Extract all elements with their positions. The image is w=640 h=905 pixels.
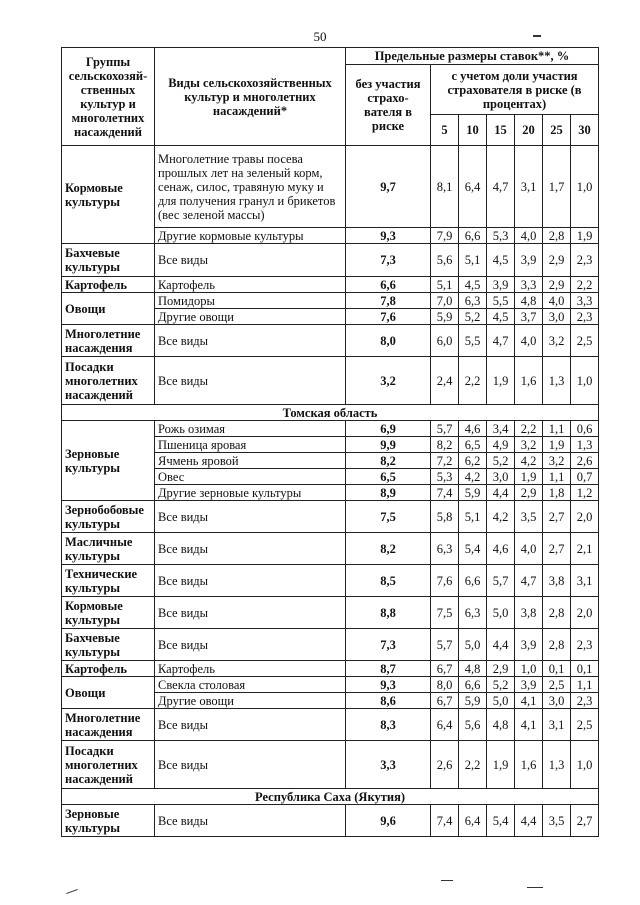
rate-cell: 5,9 bbox=[431, 309, 459, 325]
rate-cell: 2,6 bbox=[431, 741, 459, 789]
crop-cell: Ячмень яровой bbox=[155, 453, 346, 469]
crop-cell: Помидоры bbox=[155, 293, 346, 309]
group-cell: Зерновые культуры bbox=[62, 421, 155, 501]
rate-cell: 5,9 bbox=[459, 485, 487, 501]
rate-cell: 3,4 bbox=[487, 421, 515, 437]
rate-cell: 2,8 bbox=[543, 629, 571, 661]
rate-cell: 1,2 bbox=[571, 485, 599, 501]
rate-cell: 6,4 bbox=[459, 146, 487, 228]
rate-cell: 2,2 bbox=[459, 741, 487, 789]
rate-cell: 4,0 bbox=[543, 293, 571, 309]
table-row bbox=[62, 357, 599, 405]
rate-without-share: 8,8 bbox=[346, 597, 431, 629]
rate-without-share: 9,3 bbox=[346, 228, 431, 244]
crop-cell: Все виды bbox=[155, 244, 346, 277]
rate-cell: 2,7 bbox=[571, 805, 599, 837]
rate-cell: 4,5 bbox=[459, 277, 487, 293]
group-cell: Технические культуры bbox=[62, 565, 155, 597]
rate-cell: 5,7 bbox=[487, 565, 515, 597]
rate-cell: 4,5 bbox=[487, 309, 515, 325]
group-cell: Картофель bbox=[62, 661, 155, 677]
header-types: Виды сельскохозяйственных культур и многолетних насаждений* bbox=[155, 48, 346, 146]
group-cell: Многолетние насаждения bbox=[62, 325, 155, 357]
rate-cell: 4,7 bbox=[487, 146, 515, 228]
header-pct: 10 bbox=[459, 115, 487, 146]
rate-cell: 6,3 bbox=[431, 533, 459, 565]
rate-cell: 6,3 bbox=[459, 597, 487, 629]
rate-cell: 5,5 bbox=[459, 325, 487, 357]
rate-cell: 4,2 bbox=[487, 501, 515, 533]
rate-cell: 3,7 bbox=[515, 309, 543, 325]
rate-cell: 4,2 bbox=[515, 453, 543, 469]
rate-cell: 4,2 bbox=[459, 469, 487, 485]
crop-cell: Все виды bbox=[155, 709, 346, 741]
rate-cell: 1,3 bbox=[571, 437, 599, 453]
group-cell: Кормовые культуры bbox=[62, 597, 155, 629]
table-row bbox=[62, 277, 599, 293]
crop-cell: Картофель bbox=[155, 277, 346, 293]
rate-cell: 1,3 bbox=[543, 357, 571, 405]
crop-cell: Другие зерновые культуры bbox=[155, 485, 346, 501]
rate-cell: 6,6 bbox=[459, 565, 487, 597]
rate-cell: 3,0 bbox=[487, 469, 515, 485]
rate-cell: 4,6 bbox=[487, 533, 515, 565]
rate-cell: 1,6 bbox=[515, 357, 543, 405]
table-body bbox=[62, 146, 599, 837]
rate-cell: 5,2 bbox=[487, 453, 515, 469]
rate-cell: 1,0 bbox=[571, 357, 599, 405]
rate-cell: 3,9 bbox=[487, 277, 515, 293]
rate-cell: 4,0 bbox=[515, 533, 543, 565]
rate-cell: 8,2 bbox=[431, 437, 459, 453]
table-row bbox=[62, 244, 599, 277]
crop-cell: Все виды bbox=[155, 501, 346, 533]
rate-cell: 2,3 bbox=[571, 309, 599, 325]
rate-without-share: 9,3 bbox=[346, 677, 431, 693]
rate-without-share: 9,7 bbox=[346, 146, 431, 228]
crop-cell: Овес bbox=[155, 469, 346, 485]
rate-cell: 1,0 bbox=[515, 661, 543, 677]
rate-cell: 5,8 bbox=[431, 501, 459, 533]
rate-cell: 2,9 bbox=[487, 661, 515, 677]
rate-cell: 6,4 bbox=[459, 805, 487, 837]
table-row bbox=[62, 741, 599, 789]
rate-without-share: 8,3 bbox=[346, 709, 431, 741]
crop-cell: Картофель bbox=[155, 661, 346, 677]
rate-cell: 0,1 bbox=[571, 661, 599, 677]
rate-cell: 5,4 bbox=[487, 805, 515, 837]
rate-cell: 3,9 bbox=[515, 677, 543, 693]
rate-without-share: 3,3 bbox=[346, 741, 431, 789]
rate-cell: 4,4 bbox=[515, 805, 543, 837]
rate-cell: 7,4 bbox=[431, 485, 459, 501]
header-limits: Предельные размеры ставок**, % bbox=[346, 48, 599, 65]
rate-cell: 6,2 bbox=[459, 453, 487, 469]
rate-cell: 2,7 bbox=[543, 533, 571, 565]
rate-cell: 2,3 bbox=[571, 693, 599, 709]
region-row bbox=[62, 405, 599, 421]
rate-cell: 1,1 bbox=[571, 677, 599, 693]
crop-cell: Все виды bbox=[155, 357, 346, 405]
rate-cell: 6,0 bbox=[431, 325, 459, 357]
header-pct: 5 bbox=[431, 115, 459, 146]
rate-cell: 2,0 bbox=[571, 597, 599, 629]
rate-cell: 6,6 bbox=[459, 228, 487, 244]
rate-cell: 2,9 bbox=[515, 485, 543, 501]
table-row bbox=[62, 146, 599, 228]
rate-cell: 2,9 bbox=[543, 277, 571, 293]
group-cell: Масличные культуры bbox=[62, 533, 155, 565]
rate-cell: 3,1 bbox=[571, 565, 599, 597]
rate-cell: 2,6 bbox=[571, 453, 599, 469]
rate-cell: 7,9 bbox=[431, 228, 459, 244]
rate-cell: 7,6 bbox=[431, 565, 459, 597]
rate-cell: 6,4 bbox=[431, 709, 459, 741]
group-cell: Посадки многолетних насаждений bbox=[62, 741, 155, 789]
rate-without-share: 9,9 bbox=[346, 437, 431, 453]
rate-cell: 1,9 bbox=[487, 741, 515, 789]
rate-cell: 4,5 bbox=[487, 244, 515, 277]
rate-cell: 3,8 bbox=[515, 597, 543, 629]
rate-cell: 3,2 bbox=[543, 325, 571, 357]
crop-cell: Все виды bbox=[155, 629, 346, 661]
rate-cell: 2,2 bbox=[571, 277, 599, 293]
rate-cell: 8,0 bbox=[431, 677, 459, 693]
crop-cell: Все виды bbox=[155, 325, 346, 357]
rate-cell: 5,5 bbox=[487, 293, 515, 309]
rate-without-share: 8,7 bbox=[346, 661, 431, 677]
region-heading: Томская область bbox=[62, 405, 599, 421]
crop-cell: Другие кормовые культуры bbox=[155, 228, 346, 244]
crop-cell: Пшеница яровая bbox=[155, 437, 346, 453]
header-pct: 30 bbox=[571, 115, 599, 146]
rate-cell: 4,6 bbox=[459, 421, 487, 437]
rate-cell: 3,2 bbox=[543, 453, 571, 469]
group-cell: Зернобобовые культуры bbox=[62, 501, 155, 533]
rate-cell: 5,1 bbox=[459, 244, 487, 277]
crop-cell: Все виды bbox=[155, 533, 346, 565]
table-row bbox=[62, 677, 599, 693]
rate-without-share: 3,2 bbox=[346, 357, 431, 405]
rate-cell: 2,3 bbox=[571, 629, 599, 661]
rate-cell: 6,7 bbox=[431, 661, 459, 677]
rate-cell: 3,2 bbox=[515, 437, 543, 453]
crop-cell: Другие овощи bbox=[155, 309, 346, 325]
crop-cell: Все виды bbox=[155, 741, 346, 789]
rate-cell: 4,8 bbox=[515, 293, 543, 309]
table-row bbox=[62, 325, 599, 357]
rate-without-share: 7,3 bbox=[346, 244, 431, 277]
crop-cell: Все виды bbox=[155, 565, 346, 597]
rate-cell: 3,1 bbox=[543, 709, 571, 741]
header-pct: 15 bbox=[487, 115, 515, 146]
rate-cell: 1,0 bbox=[571, 146, 599, 228]
group-cell: Зерновые культуры bbox=[62, 805, 155, 837]
rate-cell: 5,0 bbox=[487, 597, 515, 629]
crop-cell: Многолетние травы посева прошлых лет на зеленый корм, сенаж, силос, травяную муку и для получения гранул и брикетов (вес зеленой массы) bbox=[155, 146, 346, 228]
crop-cell: Другие овощи bbox=[155, 693, 346, 709]
rate-cell: 4,0 bbox=[515, 228, 543, 244]
group-cell: Бахчевые культуры bbox=[62, 244, 155, 277]
rate-cell: 5,1 bbox=[431, 277, 459, 293]
rate-cell: 2,9 bbox=[543, 244, 571, 277]
scan-mark bbox=[533, 35, 541, 37]
rate-cell: 2,5 bbox=[571, 325, 599, 357]
rate-without-share: 7,8 bbox=[346, 293, 431, 309]
rate-cell: 5,0 bbox=[459, 629, 487, 661]
rate-cell: 2,5 bbox=[571, 709, 599, 741]
group-cell: Посадки многолетних насаждений bbox=[62, 357, 155, 405]
rate-cell: 0,6 bbox=[571, 421, 599, 437]
rate-cell: 4,0 bbox=[515, 325, 543, 357]
rate-cell: 4,7 bbox=[487, 325, 515, 357]
rate-without-share: 6,9 bbox=[346, 421, 431, 437]
region-heading: Республика Саха (Якутия) bbox=[62, 789, 599, 805]
group-cell: Овощи bbox=[62, 677, 155, 709]
header-without-share: без участия страхо-вателя в риске bbox=[346, 65, 431, 146]
rate-cell: 5,3 bbox=[431, 469, 459, 485]
crop-cell: Все виды bbox=[155, 597, 346, 629]
rate-without-share: 7,3 bbox=[346, 629, 431, 661]
rate-cell: 3,3 bbox=[515, 277, 543, 293]
rate-cell: 2,0 bbox=[571, 501, 599, 533]
rate-without-share: 8,2 bbox=[346, 533, 431, 565]
rate-cell: 1,9 bbox=[543, 437, 571, 453]
rate-cell: 6,5 bbox=[459, 437, 487, 453]
rate-cell: 5,2 bbox=[459, 309, 487, 325]
rate-cell: 5,3 bbox=[487, 228, 515, 244]
table-row bbox=[62, 293, 599, 309]
rate-cell: 2,8 bbox=[543, 228, 571, 244]
rate-cell: 1,9 bbox=[515, 469, 543, 485]
rate-cell: 1,8 bbox=[543, 485, 571, 501]
rate-cell: 1,6 bbox=[515, 741, 543, 789]
rate-cell: 7,5 bbox=[431, 597, 459, 629]
rate-cell: 7,4 bbox=[431, 805, 459, 837]
rate-cell: 1,9 bbox=[571, 228, 599, 244]
rate-without-share: 6,6 bbox=[346, 277, 431, 293]
rate-cell: 3,3 bbox=[571, 293, 599, 309]
rate-cell: 3,5 bbox=[543, 805, 571, 837]
rate-cell: 2,2 bbox=[459, 357, 487, 405]
group-cell: Многолетние насаждения bbox=[62, 709, 155, 741]
table-row bbox=[62, 421, 599, 437]
rate-cell: 8,1 bbox=[431, 146, 459, 228]
header-groups: Группы сельскохозяй-ственных культур и многолетних насаждений bbox=[62, 48, 155, 146]
group-cell: Картофель bbox=[62, 277, 155, 293]
scan-mark bbox=[441, 880, 453, 881]
rate-cell: 4,7 bbox=[515, 565, 543, 597]
rate-cell: 1,3 bbox=[543, 741, 571, 789]
rate-cell: 1,1 bbox=[543, 421, 571, 437]
rate-cell: 4,4 bbox=[487, 485, 515, 501]
table-row bbox=[62, 597, 599, 629]
insurance-rates-table bbox=[61, 47, 599, 837]
rate-cell: 5,1 bbox=[459, 501, 487, 533]
rate-cell: 1,7 bbox=[543, 146, 571, 228]
rate-cell: 2,2 bbox=[515, 421, 543, 437]
rate-cell: 5,7 bbox=[431, 629, 459, 661]
group-cell: Кормовые культуры bbox=[62, 146, 155, 244]
rate-cell: 1,1 bbox=[543, 469, 571, 485]
rate-cell: 5,7 bbox=[431, 421, 459, 437]
rate-cell: 4,4 bbox=[487, 629, 515, 661]
rate-cell: 5,9 bbox=[459, 693, 487, 709]
rate-cell: 7,0 bbox=[431, 293, 459, 309]
rate-cell: 5,4 bbox=[459, 533, 487, 565]
table-row bbox=[62, 709, 599, 741]
rate-cell: 6,3 bbox=[459, 293, 487, 309]
rate-cell: 5,6 bbox=[459, 709, 487, 741]
rate-cell: 5,0 bbox=[487, 693, 515, 709]
rate-cell: 6,7 bbox=[431, 693, 459, 709]
rate-cell: 2,4 bbox=[431, 357, 459, 405]
rate-cell: 4,8 bbox=[459, 661, 487, 677]
rate-cell: 3,5 bbox=[515, 501, 543, 533]
header-with-share: с учетом доли участия страхователя в риске (в процентах) bbox=[431, 65, 599, 115]
crop-cell: Рожь озимая bbox=[155, 421, 346, 437]
rate-cell: 5,6 bbox=[431, 244, 459, 277]
rate-without-share: 8,6 bbox=[346, 693, 431, 709]
rate-cell: 3,9 bbox=[515, 629, 543, 661]
page-number: 50 bbox=[313, 29, 327, 44]
rate-cell: 5,2 bbox=[487, 677, 515, 693]
rate-without-share: 8,9 bbox=[346, 485, 431, 501]
table-row bbox=[62, 661, 599, 677]
rate-cell: 2,1 bbox=[571, 533, 599, 565]
rate-cell: 0,7 bbox=[571, 469, 599, 485]
rate-without-share: 7,6 bbox=[346, 309, 431, 325]
header-pct: 25 bbox=[543, 115, 571, 146]
rate-cell: 4,1 bbox=[515, 693, 543, 709]
scan-mark bbox=[527, 887, 543, 888]
rate-cell: 4,9 bbox=[487, 437, 515, 453]
header-pct: 20 bbox=[515, 115, 543, 146]
rate-without-share: 7,5 bbox=[346, 501, 431, 533]
rate-without-share: 6,5 bbox=[346, 469, 431, 485]
crop-cell: Свекла столовая bbox=[155, 677, 346, 693]
rate-cell: 2,5 bbox=[543, 677, 571, 693]
rate-cell: 2,7 bbox=[543, 501, 571, 533]
region-row bbox=[62, 789, 599, 805]
crop-cell: Все виды bbox=[155, 805, 346, 837]
rate-cell: 4,1 bbox=[515, 709, 543, 741]
group-cell: Овощи bbox=[62, 293, 155, 325]
rate-cell: 3,0 bbox=[543, 693, 571, 709]
table-row bbox=[62, 565, 599, 597]
rate-cell: 4,8 bbox=[487, 709, 515, 741]
rate-cell: 0,1 bbox=[543, 661, 571, 677]
table-row bbox=[62, 629, 599, 661]
rate-cell: 3,1 bbox=[515, 146, 543, 228]
rate-cell: 3,0 bbox=[543, 309, 571, 325]
rate-cell: 1,0 bbox=[571, 741, 599, 789]
rate-cell: 3,9 bbox=[515, 244, 543, 277]
table-row bbox=[62, 501, 599, 533]
rate-without-share: 8,2 bbox=[346, 453, 431, 469]
rate-cell: 2,8 bbox=[543, 597, 571, 629]
table-row bbox=[62, 805, 599, 837]
rate-cell: 7,2 bbox=[431, 453, 459, 469]
rate-cell: 1,9 bbox=[487, 357, 515, 405]
group-cell: Бахчевые культуры bbox=[62, 629, 155, 661]
rate-without-share: 9,6 bbox=[346, 805, 431, 837]
rate-without-share: 8,0 bbox=[346, 325, 431, 357]
rate-cell: 3,8 bbox=[543, 565, 571, 597]
rate-cell: 2,3 bbox=[571, 244, 599, 277]
rate-cell: 6,6 bbox=[459, 677, 487, 693]
table-row bbox=[62, 533, 599, 565]
rate-without-share: 8,5 bbox=[346, 565, 431, 597]
scan-mark bbox=[66, 889, 78, 894]
